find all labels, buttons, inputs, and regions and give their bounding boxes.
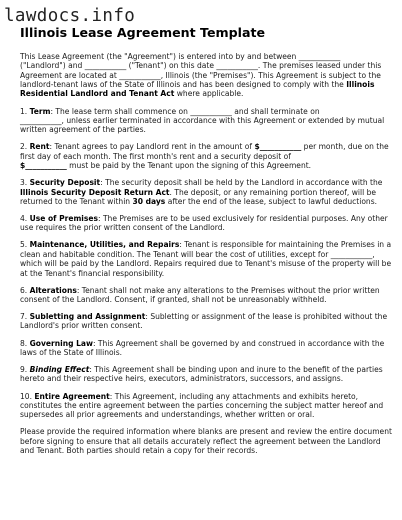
section-text: : This Agreement shall be governed by and construed in accordance with the laws of the State of Illinois.: [20, 338, 385, 357]
section-binding-effect: [20, 365, 392, 384]
section-text: per month, due on the first day of each month. The first month's rent and a security deposit of: [20, 142, 389, 161]
section-heading: Use of Premises: [29, 214, 98, 223]
dollar-sign: $: [20, 161, 26, 171]
section-text: and shall terminate on: [231, 106, 320, 116]
return-period: 30 days: [132, 196, 166, 206]
section-text: : Subletting or assignment of the lease is prohibited without the Landlord's prior written consent.: [20, 312, 388, 331]
section-text: after the end of the lease, subject to lawful deductions.: [165, 196, 378, 206]
document-title: Illinois Lease Agreement Template: [20, 25, 265, 40]
section-number: 8.: [20, 338, 30, 348]
intro-paragraph: [20, 52, 392, 99]
rent-amount-blank: ___________: [259, 142, 302, 152]
section-heading: Entire Agreement: [34, 391, 110, 401]
document-body: [20, 52, 392, 463]
section-number: 4.: [20, 214, 30, 223]
section-subletting: [20, 312, 392, 331]
site-brand[interactable]: lawdocs.info: [4, 6, 136, 26]
section-text: : Tenant shall not make any alterations to the Premises without the prior written consent of the Landlord. Consent, if granted, shall not be unreasonably withheld.: [20, 285, 380, 304]
start-date-blank: ___________: [190, 106, 232, 116]
section-alterations: [20, 286, 392, 305]
closing-paragraph: Please provide the required information where blanks are present and review the entire document before signing to ensure that all details accurately reflect the agreement between the Landlord and Tenant. Both parties should retain a copy for their records.: [20, 427, 392, 456]
deposit-amount-blank: ___________: [25, 161, 67, 171]
section-heading: Rent: [29, 142, 50, 152]
section-heading: Term: [29, 106, 51, 116]
section-number: 10.: [20, 391, 35, 401]
section-text: : The lease term shall commence on: [50, 106, 191, 116]
section-heading: Governing Law: [29, 338, 93, 348]
section-number: 2.: [20, 142, 30, 152]
end-date-blank: ___________: [20, 115, 62, 125]
landlord-name-blank: ___________: [298, 52, 341, 61]
section-text: : Tenant agrees to pay Landlord rent in the amount of: [49, 142, 255, 152]
section-number: 6.: [20, 285, 30, 295]
section-text: : The security deposit shall be held by the Landlord in accordance with the: [100, 178, 383, 188]
agreement-date-blank: ___________: [216, 61, 258, 71]
section-number: 5.: [20, 240, 30, 250]
section-security-deposit: [20, 178, 392, 206]
section-maintenance: [20, 240, 392, 277]
section-heading: Subletting and Assignment: [29, 312, 146, 322]
section-text: : This Agreement shall be binding upon and inure to the benefit of the parties hereto and their respective heirs, executors, administrators, successors, and assigns.: [20, 365, 383, 384]
intro-text: . The premises leased under this Agreement are located at: [20, 61, 382, 80]
premises-address-blank: ___________: [119, 70, 161, 80]
section-number: 7.: [20, 312, 30, 322]
section-heading: Security Deposit: [29, 178, 101, 188]
section-number: 9.: [20, 365, 30, 375]
section-text: , which will be paid by the Landlord. Repairs required due to Tenant's misuse of the property will be at the Tenant's financial responsibility.: [20, 249, 392, 278]
section-text: : The Premises are to be used exclusively for residential purposes. Any other use requires the prior written consent of the Landlord.: [20, 214, 388, 233]
section-text: : Tenant is responsible for maintaining the Premises in a clean and habitable condition. The Tenant will bear the cost of utilities, except for: [20, 240, 392, 259]
section-heading: Alterations: [29, 285, 77, 295]
section-governing-law: [20, 339, 392, 358]
section-text: , unless earlier terminated in accordance with this Agreement or extended by mutual written agreement of the parties.: [20, 115, 385, 135]
section-heading: Maintenance, Utilities, and Repairs: [29, 240, 180, 250]
utilities-exception-blank: ___________: [330, 249, 373, 259]
section-heading: Binding Effect: [29, 365, 90, 375]
intro-text: ("Tenant") on this date: [126, 61, 217, 71]
section-entire-agreement: [20, 392, 392, 420]
tenant-name-blank: ___________: [84, 61, 127, 71]
section-number: 1.: [20, 106, 30, 116]
dollar-sign: $: [254, 142, 260, 152]
act-name: Illinois Residential Landlord and Tenant Act: [20, 80, 375, 99]
section-use-of-premises: [20, 214, 392, 233]
intro-text: This Lease Agreement (the "Agreement") is entered into by and between: [20, 52, 299, 61]
intro-text: ("Landlord") and: [20, 61, 85, 71]
section-term: [20, 107, 392, 135]
section-text: : This Agreement, including any attachments and exhibits hereto, constitutes the entire agreement between the parties concerning the subject matter hereof and supersedes all prior agreements and understandings, whether written or oral.: [20, 391, 384, 420]
section-text: . The deposit, or any remaining portion thereof, will be returned to the Tenant within: [20, 187, 377, 206]
section-rent: [20, 142, 392, 170]
section-text: must be paid by the Tenant upon the signing of this Agreement.: [66, 161, 312, 171]
act-name: Illinois Security Deposit Return Act: [20, 187, 170, 197]
section-number: 3.: [20, 178, 30, 188]
intro-text: , Illinois (the "Premises"). This Agreement is subject to the landlord-tenant laws of the State of Illinois and has been designed to comply with the: [20, 70, 381, 90]
intro-text: where applicable.: [174, 89, 244, 99]
